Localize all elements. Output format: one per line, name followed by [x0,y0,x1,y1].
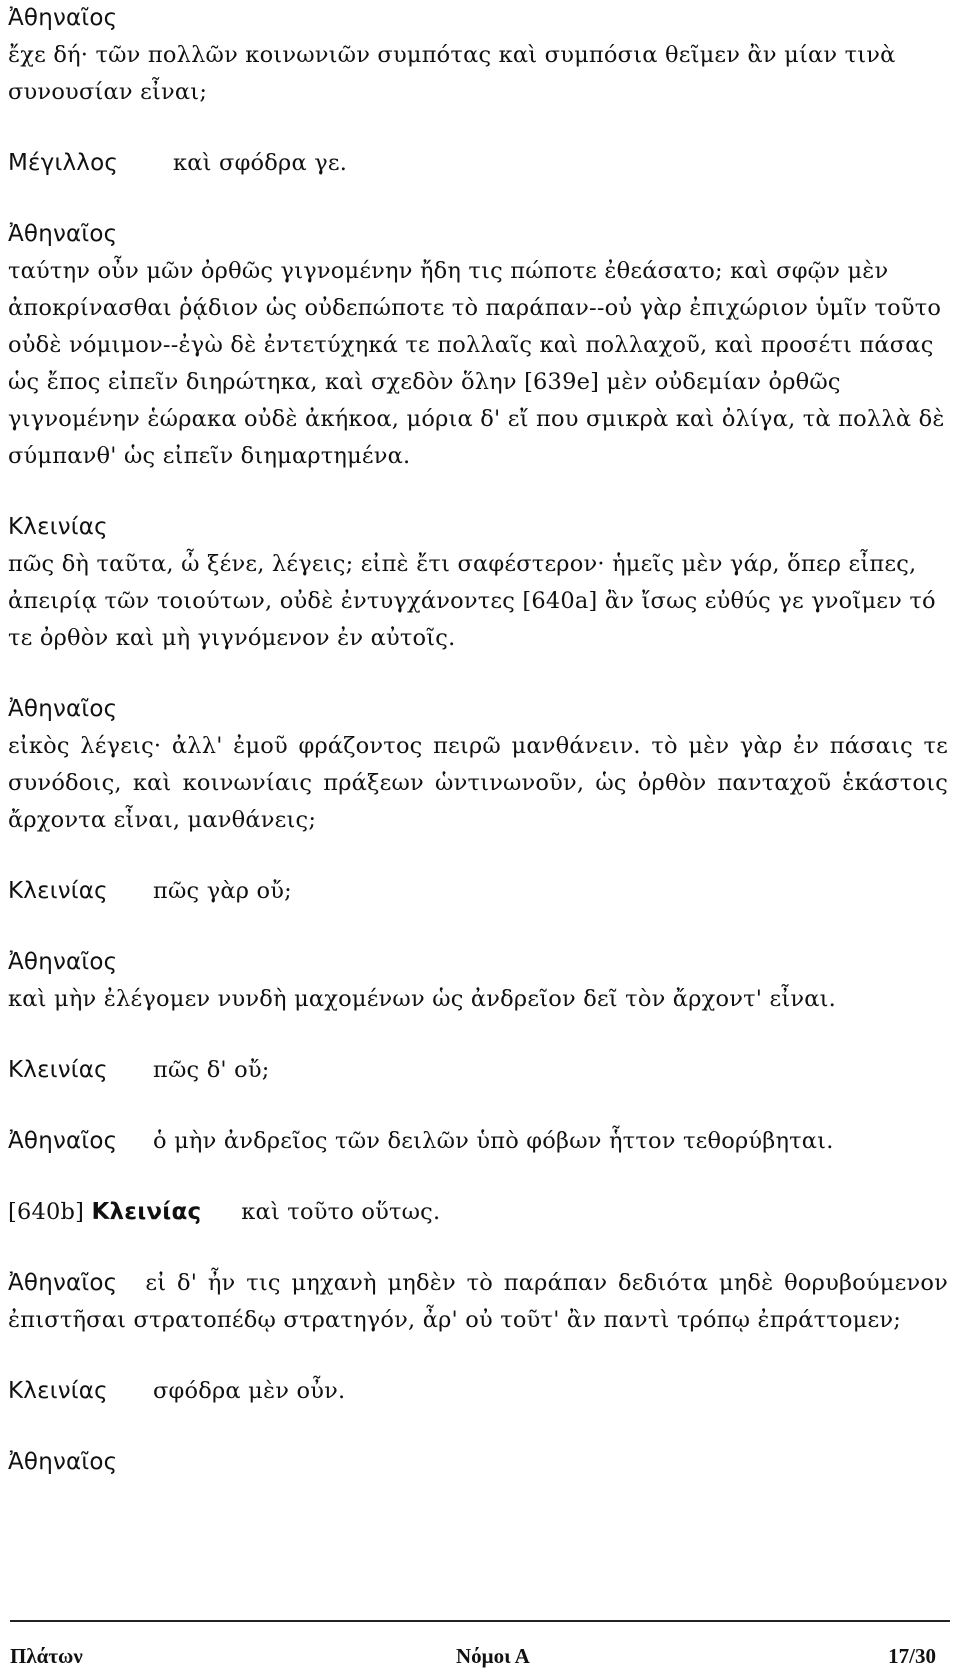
speech-text: σφόδρα μὲν οὖν. [153,1378,346,1404]
speech-text: εἰκὸς λέγεις· ἀλλ' ἐμοῦ φράζοντος πειρῶ μανθάνειν. τὸ μὲν γὰρ ἐν πάσαις τε συνόδοις, καὶ κοινωνίαις πράξεων ὡντινωνοῦν, ὡς ὀρθὸν πανταχοῦ ἑκάστοις ἄρχοντα εἶναι, μανθάνεις; [8,733,948,833]
speech-text: πῶς γὰρ οὔ; [153,878,292,904]
dialogue-entry [8,1123,948,1160]
dialogue-entry [8,1194,948,1231]
speaker-name: Μέγιλλος [8,150,119,176]
page-number: 17/30 [888,1644,936,1668]
speaker-name: Ἀθηναῖος [8,696,118,722]
speech-text: καὶ τοῦτο οὕτως. [241,1199,441,1225]
dialogue-entry [8,1052,948,1089]
speech-text: εἰ δ' ἦν τις μηχανὴ μηδὲν τὸ παράπαν δεδιότα μηδὲ θορυβούμενον ἐπιστῆσαι στρατοπέδῳ στρατηγόν, ἆρ' οὐ τοῦτ' ἂν παντὶ τρόπῳ ἐπράττομεν; [8,1270,948,1333]
dialogue-text [8,0,948,1515]
speaker-name: Ἀθηναῖος [8,1128,118,1154]
dialogue-entry [8,509,948,657]
speaker-name: Κλεινίας [8,1057,108,1083]
speaker-name: Ἀθηναῖος [8,1270,118,1296]
speaker-name: Ἀθηναῖος [8,1449,118,1475]
speech-text: ὁ μὴν ἀνδρεῖος τῶν δειλῶν ὑπὸ φόβων ἧττον τεθορύβηται. [153,1128,834,1154]
speaker-name: Κλεινίας [8,878,108,904]
speaker-name: Ἀθηναῖος [8,221,118,247]
speech-text: πῶς δὴ ταῦτα, ὦ ξένε, λέγεις; εἰπὲ ἔτι σαφέστερον· ἡμεῖς μὲν γάρ, ὅπερ εἶπες, ἀπειρίᾳ τῶν τοιούτων, οὐδὲ ἐντυγχάνοντες [640a] ἂν ἴσως εὐθύς γε γνοῖμεν τό τε ὀρθὸν καὶ μὴ γιγνόμενον ἐν αὐτοῖς. [8,551,936,651]
dialogue-entry [8,145,948,182]
dialogue-entry [8,216,948,475]
speaker-name: Κλεινίας [8,1378,108,1404]
speech-text: καὶ σφόδρα γε. [173,150,348,176]
dialogue-entry [8,1265,948,1339]
dialogue-entry [8,1444,948,1481]
speech-text: ἔχε δή· τῶν πολλῶν κοινωνιῶν συμπότας καὶ συμπόσια θεῖμεν ἂν μίαν τινὰ συνουσίαν εἶναι; [8,42,896,105]
dialogue-entry [8,944,948,1018]
speech-text: ταύτην οὖν μῶν ὀρθῶς γιγνομένην ἤδη τις πώποτε ἐθεάσατο; καὶ σφῷν μὲν ἀποκρίνασθαι ῥᾴδιον ὡς οὐδεπώποτε τὸ παράπαν--οὐ γὰρ ἐπιχώριον ὑμῖν τοῦτο οὐδὲ νόμιμον--ἐγὼ δὲ ἐντετύχηκά τε πολλαῖς καὶ πολλαχοῦ, καὶ προσέτι πάσας ὡς ἔπος εἰπεῖν διηρώτηκα, καὶ σχεδὸν ὅλην [639e] μὲν οὐδεμίαν ὀρθῶς γιγνομένην ἑώρακα οὐδὲ ἀκήκοα, μόρια δ' εἴ που σμικρὰ καὶ ὀλίγα, τὰ πολλὰ δὲ σύμπανθ' ὡς εἰπεῖν διημαρτημένα. [8,258,945,469]
speaker-name: Ἀθηναῖος [8,5,118,31]
dialogue-entry [8,0,948,111]
speaker-name: Ἀθηναῖος [8,949,118,975]
footer-divider [10,1620,950,1622]
footer-title: Νόμοι Α [456,1644,530,1668]
speaker-name: Κλεινίας [91,1199,202,1225]
speaker-name: Κλεινίας [8,514,108,540]
speech-text: πῶς δ' οὔ; [153,1057,270,1083]
dialogue-entry [8,1373,948,1410]
dialogue-entry [8,873,948,910]
page-footer [0,1614,960,1678]
footer-author: Πλάτων [10,1644,83,1668]
speech-text: καὶ μὴν ἐλέγομεν νυνδὴ μαχομένων ὡς ἀνδρεῖον δεῖ τὸν ἄρχοντ' εἶναι. [8,986,836,1012]
section-marker: [640b] [8,1199,85,1225]
dialogue-entry [8,691,948,839]
